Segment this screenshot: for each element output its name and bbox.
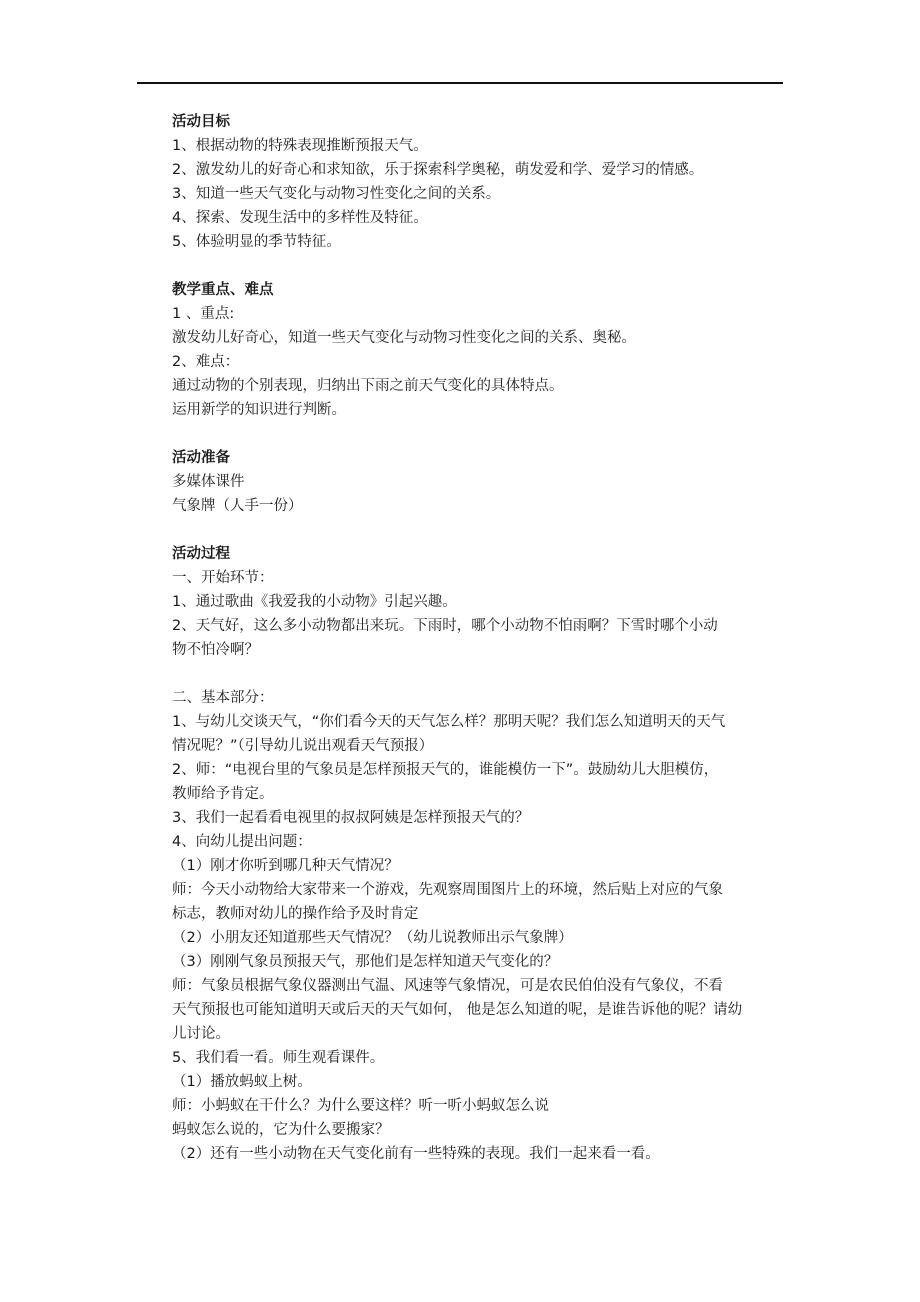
key-points-heading: 教学重点、难点 xyxy=(172,282,274,298)
process-step-cont: 情况呢？”（引导幼儿说出观看天气预报） xyxy=(172,738,434,754)
goal-item: 4、探索、发现生活中的多样性及特征。 xyxy=(172,210,428,226)
teacher-line-cont: 儿讨论。 xyxy=(172,1026,230,1042)
key-point-line: 2、难点： xyxy=(172,354,240,370)
document-body xyxy=(172,110,784,1166)
section-title: 二、基本部分： xyxy=(172,690,274,706)
preparation-item: 多媒体课件 xyxy=(172,474,245,490)
process-step: 3、我们一起看看电视里的叔叔阿姨是怎样预报天气的？ xyxy=(172,810,530,826)
question: （2）还有一些小动物在天气变化前有一些特殊的表现。我们一起来看一看。 xyxy=(172,1146,660,1162)
teacher-line: 蚂蚁怎么说的，它为什么要搬家？ xyxy=(172,1122,390,1138)
top-rule xyxy=(137,82,783,84)
key-point-line: 1 、重点: xyxy=(172,306,235,322)
key-point-line: 通过动物的个别表现，归纳出下雨之前天气变化的具体特点。 xyxy=(172,378,564,394)
question: （2）小朋友还知道那些天气情况？（幼儿说教师出示气象牌） xyxy=(172,930,573,946)
goal-item: 1、根据动物的特殊表现推断预报天气。 xyxy=(172,138,428,154)
teacher-line-cont: 标志，教师对幼儿的操作给予及时肯定 xyxy=(172,906,419,922)
process-step: 1、与幼儿交谈天气，“你们看今天的天气怎么样？那明天呢？我们怎么知道明天的天气 xyxy=(172,714,726,730)
process-step: 5、我们看一看。师生观看课件。 xyxy=(172,1050,385,1066)
question: （1）播放蚂蚁上树。 xyxy=(172,1074,312,1090)
teacher-line: 师：今天小动物给大家带来一个游戏，先观察周围图片上的环境，然后贴上对应的气象 xyxy=(172,882,723,898)
teacher-line-cont: 天气预报也可能知道明天或后天的天气如何， 他是怎么知道的呢，是谁告诉他的呢？请幼 xyxy=(172,1002,743,1018)
process-step: 2、师：“电视台里的气象员是怎样预报天气的，谁能模仿一下”。鼓励幼儿大胆模仿， xyxy=(172,762,719,778)
process-heading: 活动过程 xyxy=(172,546,230,562)
process-step: 4、向幼儿提出问题： xyxy=(172,834,312,850)
process-step-cont: 教师给予肯定。 xyxy=(172,786,274,802)
goal-item: 3、知道一些天气变化与动物习性变化之间的关系。 xyxy=(172,186,501,202)
process-step: 2、天气好，这么多小动物都出来玩。下雨时，哪个小动物不怕雨啊？下雪时哪个小动 xyxy=(172,618,718,634)
goal-item: 2、激发幼儿的好奇心和求知欲，乐于探索科学奥秘，萌发爱和学、爱学习的情感。 xyxy=(172,162,704,178)
goals-heading: 活动目标 xyxy=(172,114,230,130)
question: （3）刚刚气象员预报天气，那他们是怎样知道天气变化的？ xyxy=(172,954,559,970)
key-point-line: 运用新学的知识进行判断。 xyxy=(172,402,346,418)
preparation-heading: 活动准备 xyxy=(172,450,230,466)
key-point-line: 激发幼儿好奇心，知道一些天气变化与动物习性变化之间的关系、奥秘。 xyxy=(172,330,636,346)
preparation-item: 气象牌（人手一份） xyxy=(172,498,303,514)
process-step: 1、通过歌曲《我爱我的小动物》引起兴趣。 xyxy=(172,594,457,610)
goal-item: 5、体验明显的季节特征。 xyxy=(172,234,341,250)
process-step-cont: 物不怕冷啊？ xyxy=(172,642,259,658)
teacher-line: 师：小蚂蚁在干什么？为什么要这样？听一听小蚂蚁怎么说 xyxy=(172,1098,549,1114)
teacher-line: 师：气象员根据气象仪器测出气温、风速等气象情况，可是农民伯伯没有气象仪，不看 xyxy=(172,978,723,994)
question: （1）刚才你听到哪几种天气情况？ xyxy=(172,858,399,874)
section-title: 一、开始环节： xyxy=(172,570,274,586)
